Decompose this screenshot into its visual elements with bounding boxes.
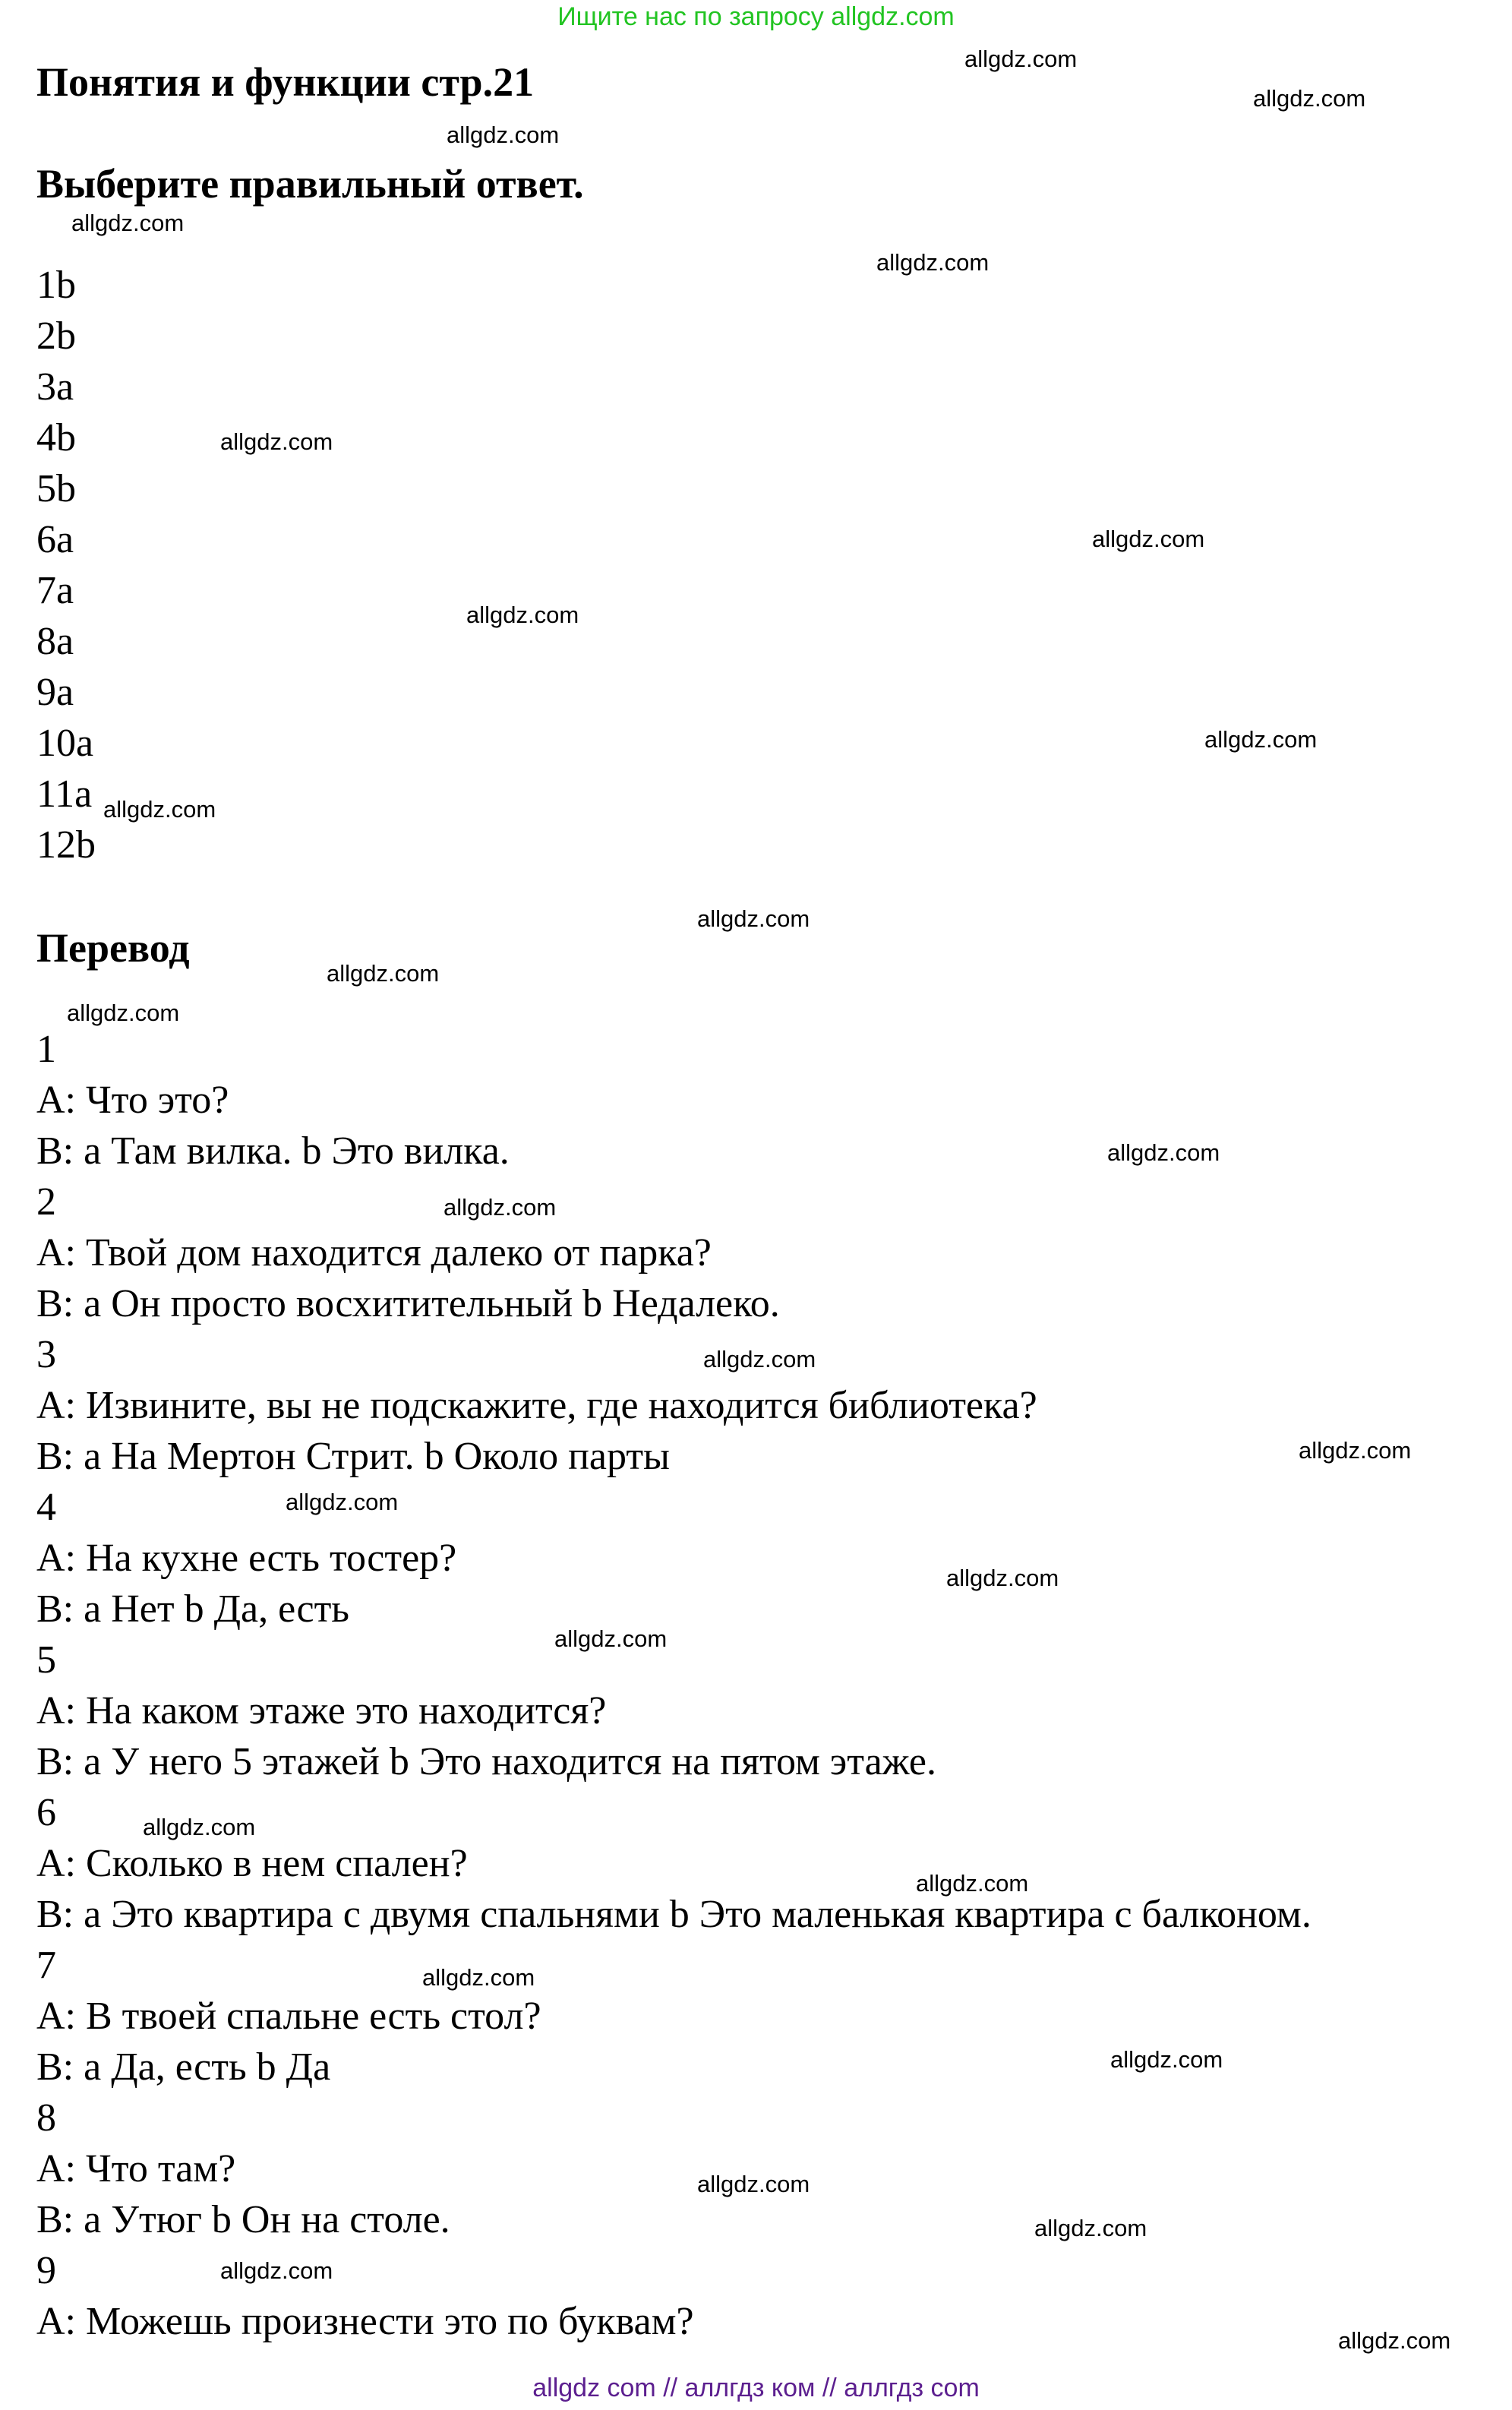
- dialogue-line: 7: [36, 1944, 56, 1987]
- answer-item: 6a: [36, 518, 74, 561]
- answer-item: 8a: [36, 620, 74, 663]
- answer-item: 12b: [36, 823, 96, 867]
- watermark: allgdz.com: [1092, 526, 1205, 552]
- watermark: allgdz.com: [946, 1565, 1059, 1591]
- watermark: allgdz.com: [1338, 2327, 1451, 2354]
- dialogue-line: 6: [36, 1791, 56, 1834]
- page-title: Понятия и функции стр.21: [36, 59, 535, 105]
- dialogue-line: 3: [36, 1333, 56, 1376]
- watermark: allgdz.com: [1299, 1437, 1412, 1464]
- watermark: allgdz.com: [327, 960, 440, 987]
- answer-item: 10a: [36, 722, 94, 765]
- watermark: allgdz.com: [1204, 726, 1318, 753]
- dialogue-line: 8: [36, 2096, 56, 2140]
- dialogue-line: 9: [36, 2249, 56, 2292]
- dialogue-line: A: Можешь произнести это по буквам?: [36, 2300, 694, 2343]
- dialogue-line: A: На кухне есть тостер?: [36, 1537, 457, 1580]
- answer-item: 5b: [36, 467, 76, 510]
- watermark: allgdz.com: [697, 2171, 810, 2197]
- dialogue-line: A: На каком этаже это находится?: [36, 1689, 607, 1732]
- watermark: allgdz.com: [964, 46, 1078, 72]
- dialogue-line: B: a Там вилка. b Это вилка.: [36, 1129, 510, 1173]
- dialogue-line: B: a Да, есть b Да: [36, 2045, 331, 2089]
- dialogue-line: B: a У него 5 этажей b Это находится на пятом этаже.: [36, 1740, 937, 1783]
- watermark: allgdz.com: [67, 1000, 180, 1026]
- watermark: allgdz.com: [1034, 2215, 1147, 2241]
- dialogue-line: B: a Это квартира с двумя спальнями b Это маленькая квартира с балконом.: [36, 1893, 1312, 1936]
- watermark: allgdz.com: [697, 905, 810, 932]
- watermark: allgdz.com: [876, 249, 990, 276]
- dialogue-line: A: Что это?: [36, 1079, 229, 1122]
- watermark: allgdz.com: [466, 602, 579, 628]
- translation-heading: Перевод: [36, 925, 190, 971]
- watermark: allgdz.com: [286, 1489, 399, 1515]
- dialogue-line: B: a Он просто восхитительный b Недалеко.: [36, 1282, 780, 1325]
- dialogue-line: B: a Нет b Да, есть: [36, 1587, 350, 1631]
- watermark: allgdz.com: [1110, 2046, 1223, 2073]
- watermark: allgdz.com: [143, 1814, 256, 1840]
- dialogue-line: 1: [36, 1028, 56, 1071]
- watermark: allgdz.com: [703, 1346, 816, 1372]
- dialogue-line: A: В твоей спальне есть стол?: [36, 1995, 541, 2038]
- dialogue-line: B: a На Мертон Стрит. b Около парты: [36, 1435, 670, 1478]
- watermark: allgdz.com: [443, 1194, 557, 1221]
- watermark: allgdz.com: [916, 1870, 1029, 1897]
- dialogue-line: A: Сколько в нем спален?: [36, 1842, 468, 1885]
- answer-item: 4b: [36, 416, 76, 460]
- top-banner[interactable]: Ищите нас по запросу allgdz.com: [557, 2, 955, 31]
- answer-item: 9a: [36, 671, 74, 714]
- answer-item: 7a: [36, 569, 74, 612]
- dialogue-line: A: Твой дом находится далеко от парка?: [36, 1231, 712, 1274]
- dialogue-line: 5: [36, 1638, 56, 1682]
- task-heading: Выберите правильный ответ.: [36, 161, 584, 207]
- dialogue-line: 4: [36, 1486, 56, 1529]
- dialogue-line: A: Что там?: [36, 2147, 236, 2190]
- answer-item: 3a: [36, 365, 74, 409]
- watermark: allgdz.com: [422, 1964, 535, 1991]
- footer-watermark[interactable]: allgdz com // аллгдз ком // аллгдз com: [532, 2374, 980, 2402]
- watermark: allgdz.com: [554, 1625, 668, 1652]
- watermark: allgdz.com: [220, 2257, 333, 2284]
- dialogue-line: 2: [36, 1180, 56, 1224]
- watermark: allgdz.com: [220, 428, 333, 455]
- answer-item: 11a: [36, 772, 93, 816]
- watermark: allgdz.com: [103, 796, 216, 823]
- answer-item: 1b: [36, 264, 76, 307]
- watermark: allgdz.com: [447, 122, 560, 148]
- watermark: allgdz.com: [1253, 85, 1366, 112]
- dialogue-line: A: Извините, вы не подскажите, где находится библиотека?: [36, 1384, 1037, 1427]
- watermark: allgdz.com: [1107, 1139, 1220, 1166]
- watermark: allgdz.com: [71, 210, 185, 236]
- answer-item: 2b: [36, 314, 76, 358]
- dialogue-line: B: a Утюг b Он на столе.: [36, 2198, 450, 2241]
